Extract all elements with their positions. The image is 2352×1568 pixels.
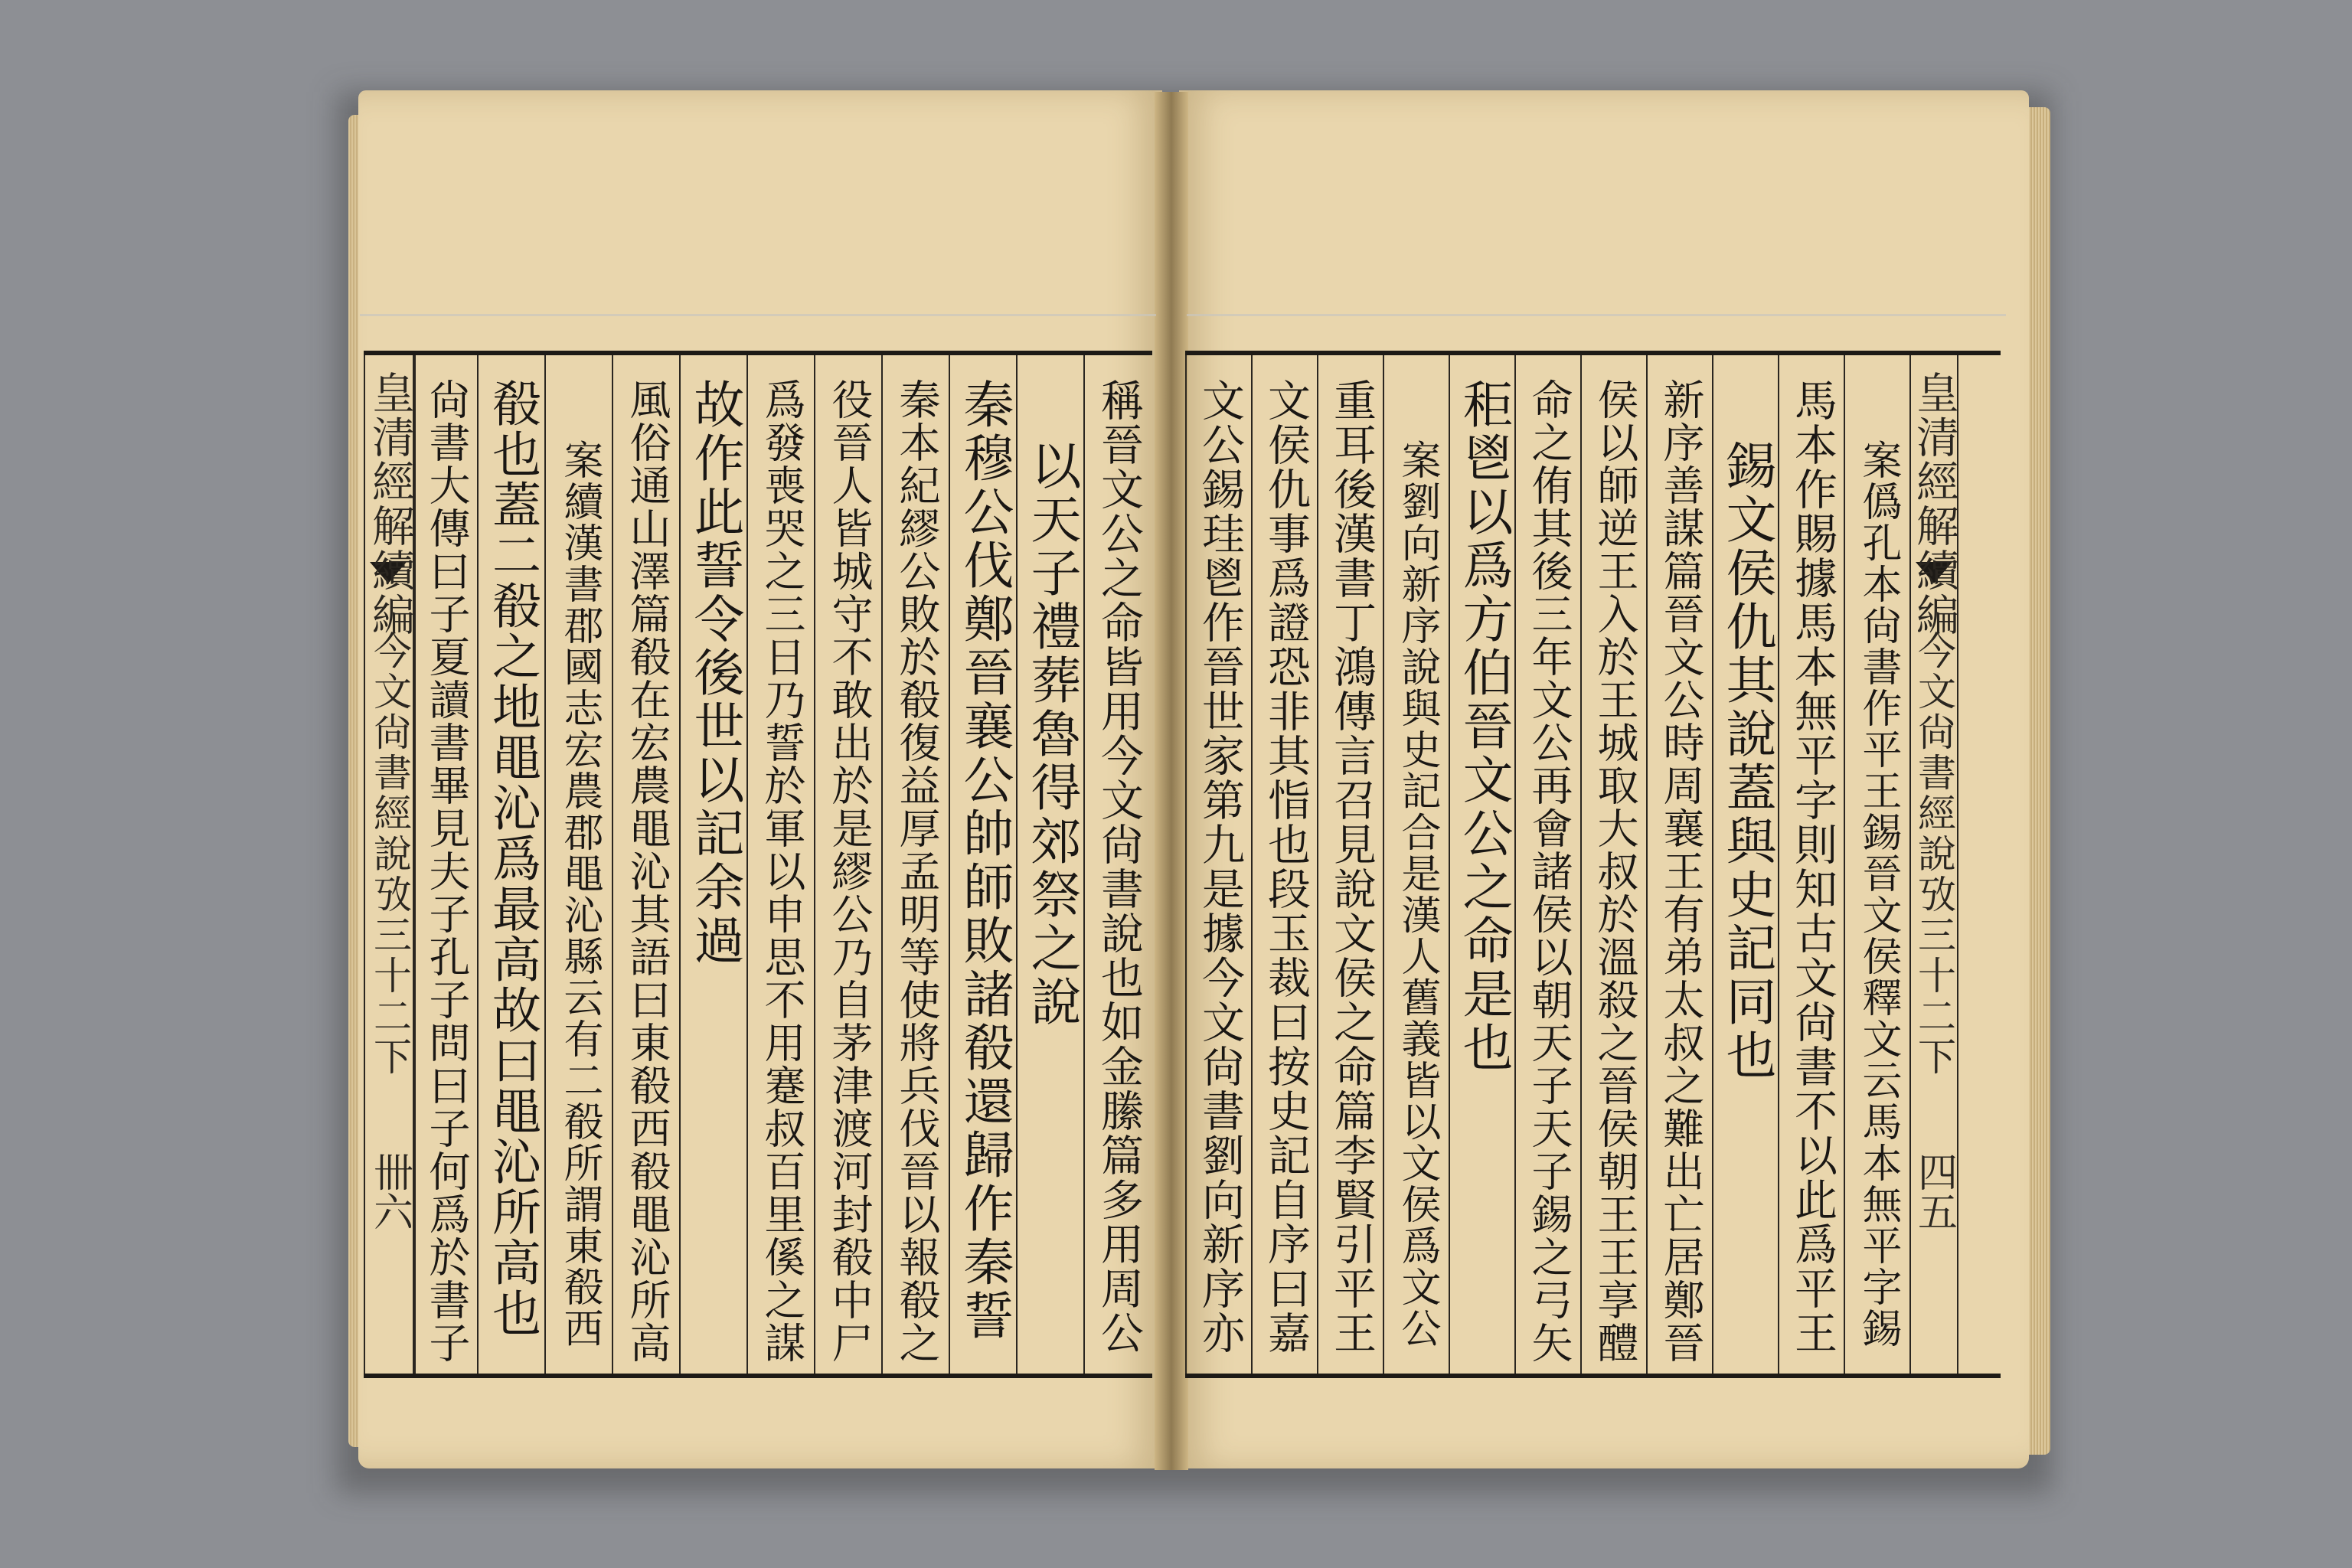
column-text: 役晉人皆城守不敢出於是繆公乃自茅津渡河封殽中尸 (825, 378, 874, 1364)
column-text: 故作此誓令後世以記余過 (685, 378, 744, 968)
text-column (1580, 355, 1648, 1374)
column-text: 尙書大傳曰子夏讀書畢見夫子孔子問曰子何爲於書子 (423, 378, 471, 1364)
column-text: 殽也蓋二殽之地黽沁爲最高故曰黽沁所高也 (484, 378, 541, 1338)
text-column (413, 355, 479, 1374)
column-text: 新序善謀篇晉文公時周襄王有弟太叔之難出亡居鄭晉 (1657, 378, 1705, 1364)
banxin-title: 皇清經解續編 (365, 371, 415, 637)
text-column (1514, 355, 1582, 1374)
column-text: 以天子禮葬魯得郊祭之說 (1022, 439, 1081, 1029)
column-text: 案劉向新序說與史記合是漢人舊義皆以文侯爲文公 (1394, 439, 1440, 1349)
left-guide-line (360, 314, 1156, 316)
column-text: 秦穆公伐鄭晉襄公帥師敗諸殽還歸作秦誓 (955, 378, 1014, 1343)
text-column (1778, 355, 1845, 1374)
banxin-subtitle: 今文尙書經說攷三十二下 (368, 631, 412, 1077)
column-text: 命之侑其後三年文公再會諸侯以朝天子天子錫之弓矢 (1525, 378, 1573, 1364)
folio-number: 四五 (1910, 1152, 1957, 1231)
text-column (814, 355, 883, 1374)
column-text: 秬鬯以爲方伯晉文公之命是也 (1454, 378, 1513, 1075)
text-column (1449, 355, 1516, 1374)
right-text-frame (1185, 351, 2001, 1378)
column-text: 爲發喪哭之三日乃誓於軍以申思不用蹇叔百里傒之謀 (758, 378, 806, 1364)
column-text: 風俗通山澤篇殽在宏農黽沁其語曰東殽西殽黽沁所高 (623, 378, 671, 1364)
column-text: 案續漢書郡國志宏農郡黽沁縣云有二殽所謂東殽西 (557, 439, 603, 1349)
text-column (1251, 355, 1318, 1374)
column-text: 文侯仇事爲證恐非其恉也段玉裁曰按史記自序曰嘉 (1261, 378, 1311, 1355)
text-column (949, 355, 1018, 1374)
text-column (477, 355, 546, 1374)
folio-number: 卌六 (366, 1152, 413, 1231)
column-text: 侯以師逆王入於王城取大叔於溫殺之晉侯朝王王享醴 (1591, 378, 1639, 1364)
book-gutter (1155, 92, 1188, 1470)
text-column (1317, 355, 1384, 1374)
column-text: 錫文侯仇其說蓋與史記同也 (1717, 439, 1776, 1083)
text-column (1646, 355, 1713, 1374)
column-text: 秦本紀繆公敗於殽復益厚孟明等使將兵伐晉以報殽之 (893, 378, 941, 1364)
text-column (1844, 355, 1911, 1374)
banxin-subtitle: 今文尙書經說攷三十二下 (1912, 631, 1956, 1077)
text-column (1016, 355, 1085, 1374)
text-column (746, 355, 815, 1374)
column-text: 案僞孔本尙書作平王錫晉文侯釋文云馬本無平字錫 (1855, 439, 1901, 1349)
banxin-title: 皇清經解續編 (1909, 371, 1959, 637)
text-column (1712, 355, 1779, 1374)
column-text: 文公錫珪鬯作晉世家第九是據今文尙書劉向新序亦 (1195, 378, 1245, 1355)
column-text: 重耳後漢書丁鴻傳言召見說文侯之命篇李賢引平王 (1327, 378, 1377, 1355)
text-column (679, 355, 748, 1374)
text-column (1185, 355, 1253, 1374)
column-text: 馬本作賜據馬本無平字則知古文尙書不以此爲平王 (1788, 378, 1838, 1355)
text-column (1083, 355, 1152, 1374)
text-column (544, 355, 613, 1374)
text-column (1383, 355, 1450, 1374)
text-column (612, 355, 681, 1374)
text-column (881, 355, 950, 1374)
left-banxin (364, 355, 416, 1374)
left-text-frame (364, 351, 1152, 1378)
right-banxin (1909, 355, 1958, 1374)
column-text: 稱晉文公之命皆用今文尙書說也如金縢篇多用周公 (1094, 378, 1144, 1355)
right-guide-line (1187, 314, 2006, 316)
